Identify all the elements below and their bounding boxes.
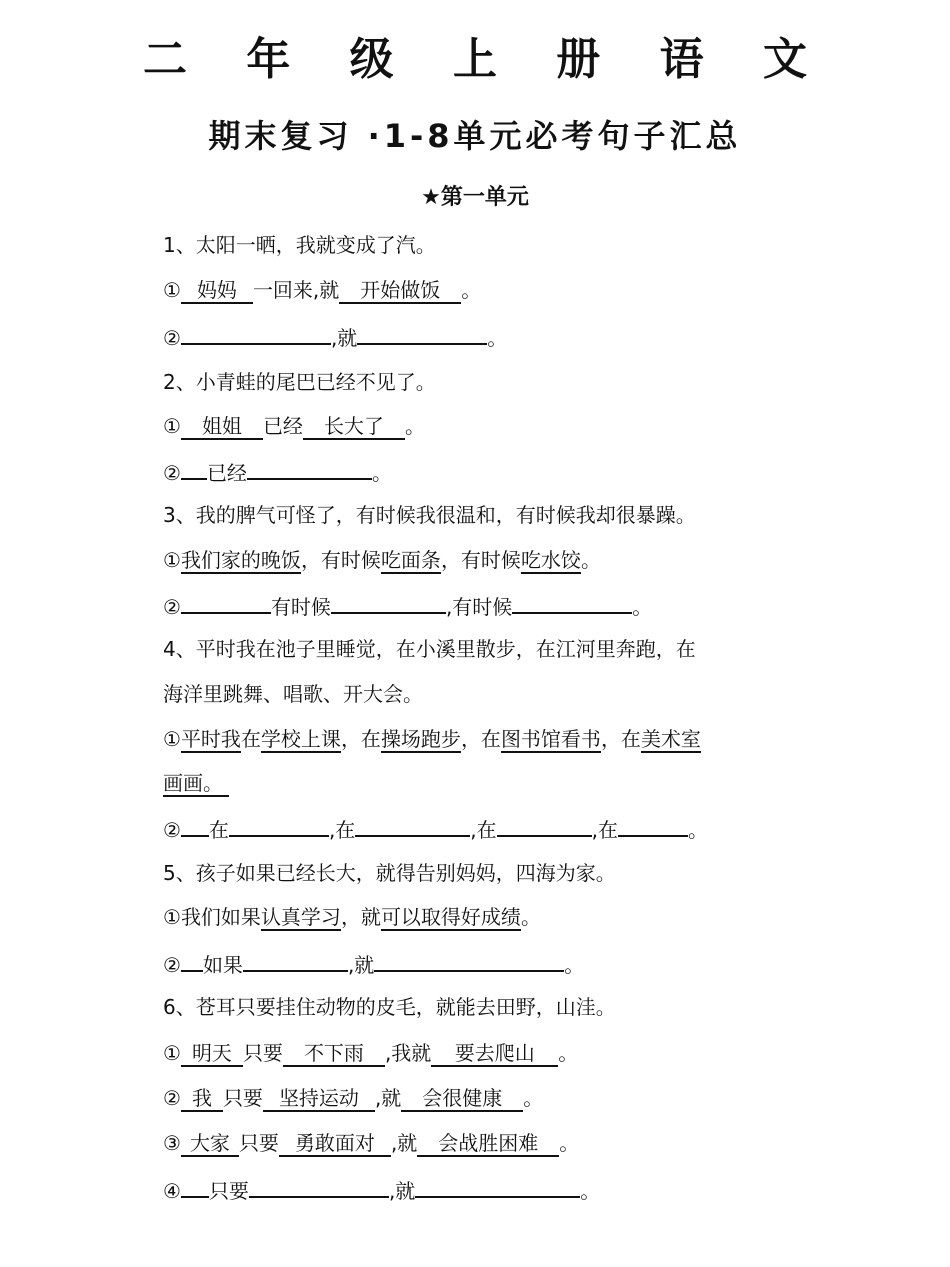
item-mark: ② (163, 595, 181, 619)
filled-blank: 美术室 (640, 727, 701, 751)
example-1-1 (163, 275, 800, 305)
question-6: 6、苍耳只要挂住动物的皮毛，就能去田野，山洼。 (163, 995, 616, 1019)
filled-blank: 图书馆看书 (500, 727, 601, 751)
text-segment: 。 (404, 414, 425, 438)
answer-blank[interactable] (181, 948, 203, 972)
text-segment: ，有时候 (300, 548, 381, 572)
text-segment: ，在 (460, 727, 501, 751)
text-segment: 只要 (208, 1179, 249, 1203)
item-mark: ② (163, 953, 181, 977)
item-mark: ② (163, 818, 181, 842)
answer-blank[interactable] (181, 590, 271, 614)
text-segment: 。 (632, 595, 653, 619)
question-4-continued: 海洋里跳舞、唱歌、开大会。 (163, 682, 423, 706)
practice-3-2 (163, 590, 800, 622)
page-title: 二 年 级 上 册 语 文 (143, 34, 829, 85)
filled-blank: 明天 (181, 1041, 243, 1067)
example-4-1-continued (163, 768, 800, 798)
item-mark: ④ (163, 1179, 181, 1203)
practice-2-2 (163, 456, 800, 488)
answer-blank[interactable] (497, 813, 592, 837)
text-segment: ,在 (328, 818, 356, 842)
text-segment: ，在 (340, 727, 381, 751)
answer-blank[interactable] (181, 456, 207, 480)
example-3-1 (163, 545, 800, 575)
text-segment: 只要 (238, 1131, 279, 1155)
filled-blank: 可以取得好成绩 (380, 905, 521, 929)
answer-blank[interactable] (331, 590, 446, 614)
text-segment: ,就 (347, 953, 375, 977)
filled-blank: 大家 (181, 1131, 239, 1157)
text-segment: 。 (558, 1041, 579, 1065)
example-5-1 (163, 902, 800, 932)
filled-blank: 我们家的晚饭 (180, 548, 301, 572)
text-segment: ,有时候 (445, 595, 513, 619)
answer-blank[interactable] (374, 948, 564, 972)
answer-blank[interactable] (249, 1174, 389, 1198)
example-6-2 (163, 1083, 800, 1113)
answer-blank[interactable] (618, 813, 688, 837)
filled-blank: 开始做饭 (339, 278, 461, 304)
filled-blank: 姐姐 (181, 414, 263, 440)
item-mark: ① (163, 278, 181, 302)
item-mark: ① (163, 414, 181, 438)
text-segment: 只要 (222, 1086, 263, 1110)
text-segment: 一回来,就 (252, 278, 340, 302)
item-mark: ① (163, 905, 181, 929)
practice-5-2 (163, 948, 800, 980)
text-segment: 。 (580, 1179, 601, 1203)
text-segment: 已经 (262, 414, 303, 438)
filled-blank: 会战胜困难 (417, 1131, 559, 1157)
filled-blank: 会很健康 (401, 1086, 523, 1112)
unit-heading: ★第一单元 (421, 185, 529, 210)
text-segment: 。 (523, 1086, 544, 1110)
text-segment: ,在 (470, 818, 497, 842)
filled-blank: 学校上课 (260, 727, 341, 751)
answer-blank[interactable] (181, 1174, 209, 1198)
answer-blank[interactable] (181, 321, 331, 345)
filled-blank: 长大了 (303, 414, 405, 440)
filled-blank: 坚持运动 (263, 1086, 375, 1112)
question-4: 4、平时我在池子里睡觉，在小溪里散步，在江河里奔跑，在 (163, 637, 696, 661)
text-segment: ，在 (600, 727, 641, 751)
text-segment: 。 (487, 326, 508, 350)
filled-blank: 吃水饺 (520, 548, 581, 572)
text-segment: 在 (208, 818, 229, 842)
text-segment: 。 (371, 461, 392, 485)
text-segment: ,就 (390, 1131, 418, 1155)
filled-blank: 画画。 (163, 771, 229, 797)
filled-blank: 认真学习 (260, 905, 341, 929)
text-segment: 有时候 (270, 595, 331, 619)
filled-blank: 操场跑步 (380, 727, 461, 751)
answer-blank[interactable] (355, 813, 470, 837)
text-segment: ,就 (388, 1179, 416, 1203)
text-segment: 只要 (242, 1041, 283, 1065)
filled-blank: 妈妈 (181, 278, 253, 304)
filled-blank: 平时我 (180, 727, 241, 751)
item-mark: ② (163, 461, 181, 485)
example-4-1 (163, 724, 800, 754)
item-mark: ② (163, 1086, 181, 1110)
answer-blank[interactable] (357, 321, 487, 345)
page-subtitle: 期末复习 ·1-8单元必考句子汇总 (208, 117, 742, 155)
text-segment: 已经 (206, 461, 247, 485)
answer-blank[interactable] (415, 1174, 580, 1198)
practice-4-2 (163, 813, 800, 845)
filled-blank: 不下雨 (283, 1041, 385, 1067)
text-segment: 。 (461, 278, 482, 302)
item-mark: ① (163, 548, 181, 572)
text-segment: 。 (559, 1131, 580, 1155)
example-6-1 (163, 1038, 800, 1068)
answer-blank[interactable] (247, 456, 372, 480)
text-segment: ，有时候 (440, 548, 521, 572)
answer-blank[interactable] (229, 813, 329, 837)
item-mark: ② (163, 326, 181, 350)
item-mark: ① (163, 1041, 181, 1065)
practice-1-2 (163, 321, 800, 353)
answer-blank[interactable] (243, 948, 348, 972)
text-segment: ,在 (591, 818, 619, 842)
text-segment: 。 (688, 818, 709, 842)
item-mark: ① (163, 727, 181, 751)
question-2: 2、小青蛙的尾巴已经不见了。 (163, 370, 436, 394)
text-segment: 如果 (202, 953, 243, 977)
item-mark: ③ (163, 1131, 181, 1155)
question-5: 5、孩子如果已经长大，就得告别妈妈，四海为家。 (163, 861, 616, 885)
filled-blank: 吃面条 (380, 548, 441, 572)
text-segment: ，就 (340, 905, 381, 929)
example-6-3 (163, 1128, 800, 1158)
question-3: 3、我的脾气可怪了，有时候我很温和，有时候我却很暴躁。 (163, 503, 696, 527)
filled-blank: 勇敢面对 (279, 1131, 391, 1157)
text-segment: ,就 (330, 326, 358, 350)
text-segment: 。 (520, 905, 541, 929)
answer-blank[interactable] (181, 813, 209, 837)
text-segment: ,我就 (384, 1041, 432, 1065)
text-segment: 。 (580, 548, 601, 572)
question-1: 1、太阳一晒，我就变成了汽。 (163, 233, 436, 257)
example-2-1 (163, 411, 800, 441)
filled-blank: 要去爬山 (431, 1041, 558, 1067)
text-segment: 。 (564, 953, 585, 977)
filled-blank: 我 (181, 1086, 223, 1112)
text-segment: 在 (240, 727, 261, 751)
text-segment: 我们如果 (180, 905, 261, 929)
practice-6-4 (163, 1174, 800, 1206)
answer-blank[interactable] (512, 590, 632, 614)
text-segment: ,就 (374, 1086, 402, 1110)
